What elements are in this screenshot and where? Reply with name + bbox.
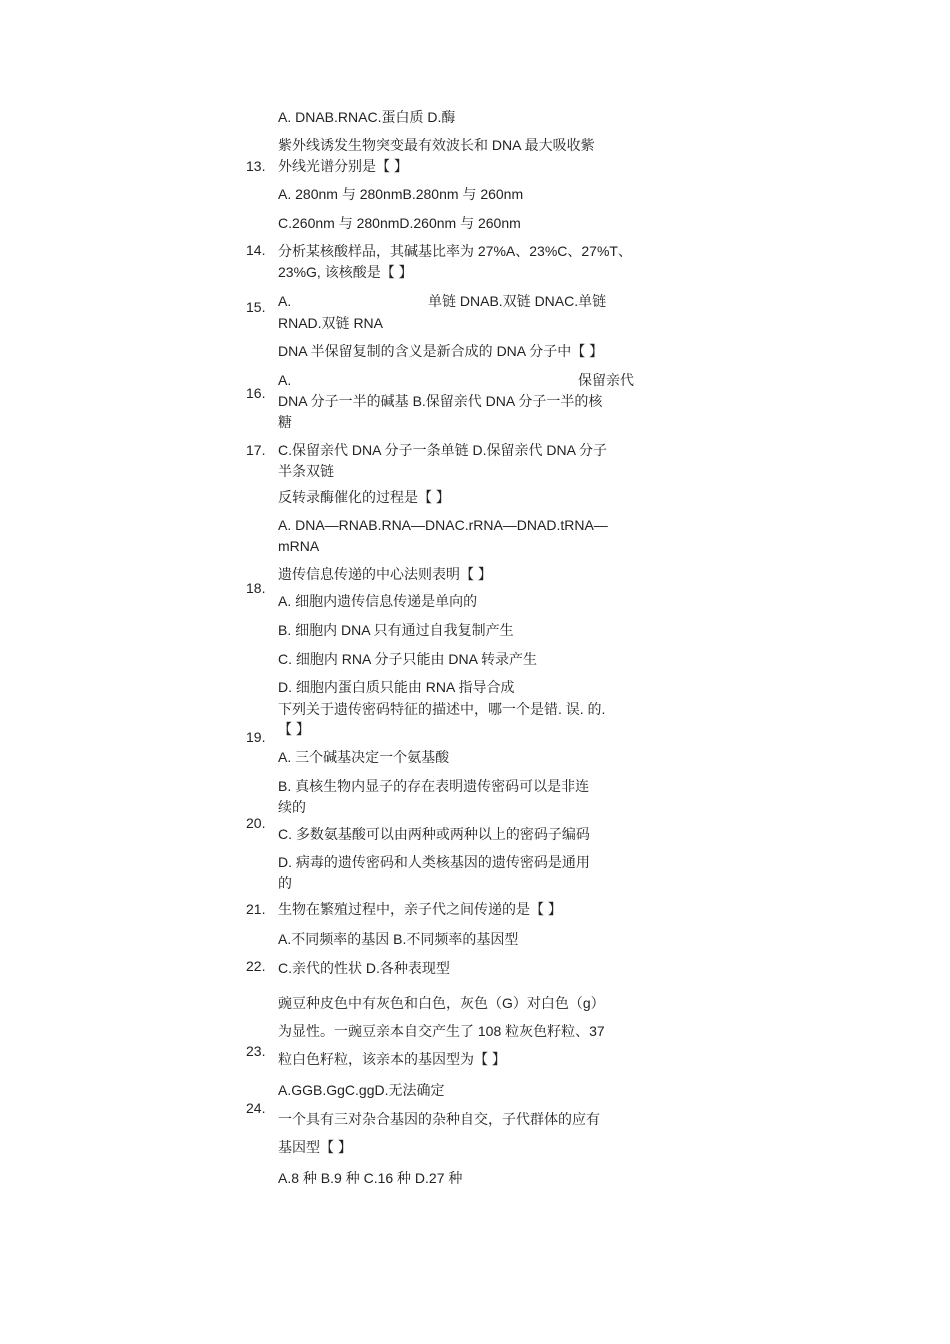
text-line: D. 病毒的遗传密码和人类核基因的遗传密码是通用 xyxy=(278,854,590,870)
text-line: A. DNAB.RNAC.蛋白质 D.酶 xyxy=(278,109,456,125)
text-line: C.260nm 与 280nmD.260nm 与 260nm xyxy=(278,215,521,231)
question-number-14: 14. xyxy=(246,242,266,258)
question-number-23: 23. xyxy=(246,1043,266,1059)
text-line: A.不同频率的基因 B.不同频率的基因型 xyxy=(278,931,519,947)
text-line: A. xyxy=(278,293,292,309)
question-number-22: 22. xyxy=(246,958,266,974)
text-line: 一个具有三对杂合基因的杂种自交，子代群体的应有 xyxy=(278,1111,600,1127)
question-number-20: 20. xyxy=(246,815,266,831)
text-line: 紫外线诱发生物突变最有效波长和 DNA 最大吸收紫 xyxy=(278,137,595,153)
text-line: 半条双链 xyxy=(278,463,334,479)
text-line: 23%G, 该核酸是【 】 xyxy=(278,264,413,280)
text-line: A.GGB.GgC.ggD.无法确定 xyxy=(278,1082,445,1098)
text-line: 分析某核酸样品，其碱基比率为 27%A、23%C、27%T、 xyxy=(278,243,632,259)
text-line: 外线光谱分别是【 】 xyxy=(278,158,408,174)
text-line: 基因型【 】 xyxy=(278,1139,352,1155)
text-line: 为显性。一豌豆亲本自交产生了 108 粒灰色籽粒、37 xyxy=(278,1023,605,1039)
text-line: C.亲代的性状 D.各种表现型 xyxy=(278,960,450,976)
question-number-24: 24. xyxy=(246,1100,266,1116)
text-line: 遗传信息传递的中心法则表明【 】 xyxy=(278,566,492,582)
text-line: C. 细胞内 RNA 分子只能由 DNA 转录产生 xyxy=(278,651,538,667)
text-line: B. 真核生物内显子的存在表明遗传密码可以是非连 xyxy=(278,778,590,794)
question-number-18: 18. xyxy=(246,580,266,596)
text-line: 的 xyxy=(278,875,292,891)
text-line: mRNA xyxy=(278,538,320,554)
text-line: C.保留亲代 DNA 分子一条单链 D.保留亲代 DNA 分子 xyxy=(278,442,608,458)
question-number-17: 17. xyxy=(246,442,266,458)
text-line: B. 细胞内 DNA 只有通过自我复制产生 xyxy=(278,622,514,638)
text-line: RNAD.双链 RNA xyxy=(278,315,384,331)
text-line: 糖 xyxy=(278,414,292,430)
text-line: A. xyxy=(278,372,292,388)
text-line: A. DNA—RNAB.RNA—DNAC.rRNA—DNAD.tRNA— xyxy=(278,517,608,533)
question-number-21: 21. xyxy=(246,901,266,917)
text-line: A. 细胞内遗传信息传递是单向的 xyxy=(278,593,478,609)
question-number-15: 15. xyxy=(246,299,266,315)
text-line: 反转录酶催化的过程是【 】 xyxy=(278,489,450,505)
text-line: 【 】 xyxy=(278,721,310,737)
text-line: 豌豆种皮色中有灰色和白色，灰色（G）对白色（g） xyxy=(278,995,605,1011)
text-line: DNA 半保留复制的含义是新合成的 DNA 分子中【 】 xyxy=(278,343,604,359)
text-line: 续的 xyxy=(278,799,306,815)
text-line: A.8 种 B.9 种 C.16 种 D.27 种 xyxy=(278,1170,463,1186)
text-line: DNA 分子一半的碱基 B.保留亲代 DNA 分子一半的核 xyxy=(278,393,603,409)
text-line: A. 三个碱基决定一个氨基酸 xyxy=(278,749,450,765)
text-line: A. 280nm 与 280nmB.280nm 与 260nm xyxy=(278,186,524,202)
text-line: D. 细胞内蛋白质只能由 RNA 指导合成 xyxy=(278,679,515,695)
text-line: 生物在繁殖过程中，亲子代之间传递的是【 】 xyxy=(278,901,562,917)
question-number-16: 16. xyxy=(246,385,266,401)
question-number-19: 19. xyxy=(246,729,266,745)
text-line: 粒白色籽粒，该亲本的基因型为【 】 xyxy=(278,1051,506,1067)
text-line: C. 多数氨基酸可以由两种或两种以上的密码子编码 xyxy=(278,826,590,842)
question-number-13: 13. xyxy=(246,158,266,174)
text-line: 下列关于遗传密码特征的描述中，哪一个是错. 误. 的. xyxy=(278,701,606,717)
text-line: 保留亲代 xyxy=(578,372,634,388)
text-line: 单链 DNAB.双链 DNAC.单链 xyxy=(428,293,607,309)
